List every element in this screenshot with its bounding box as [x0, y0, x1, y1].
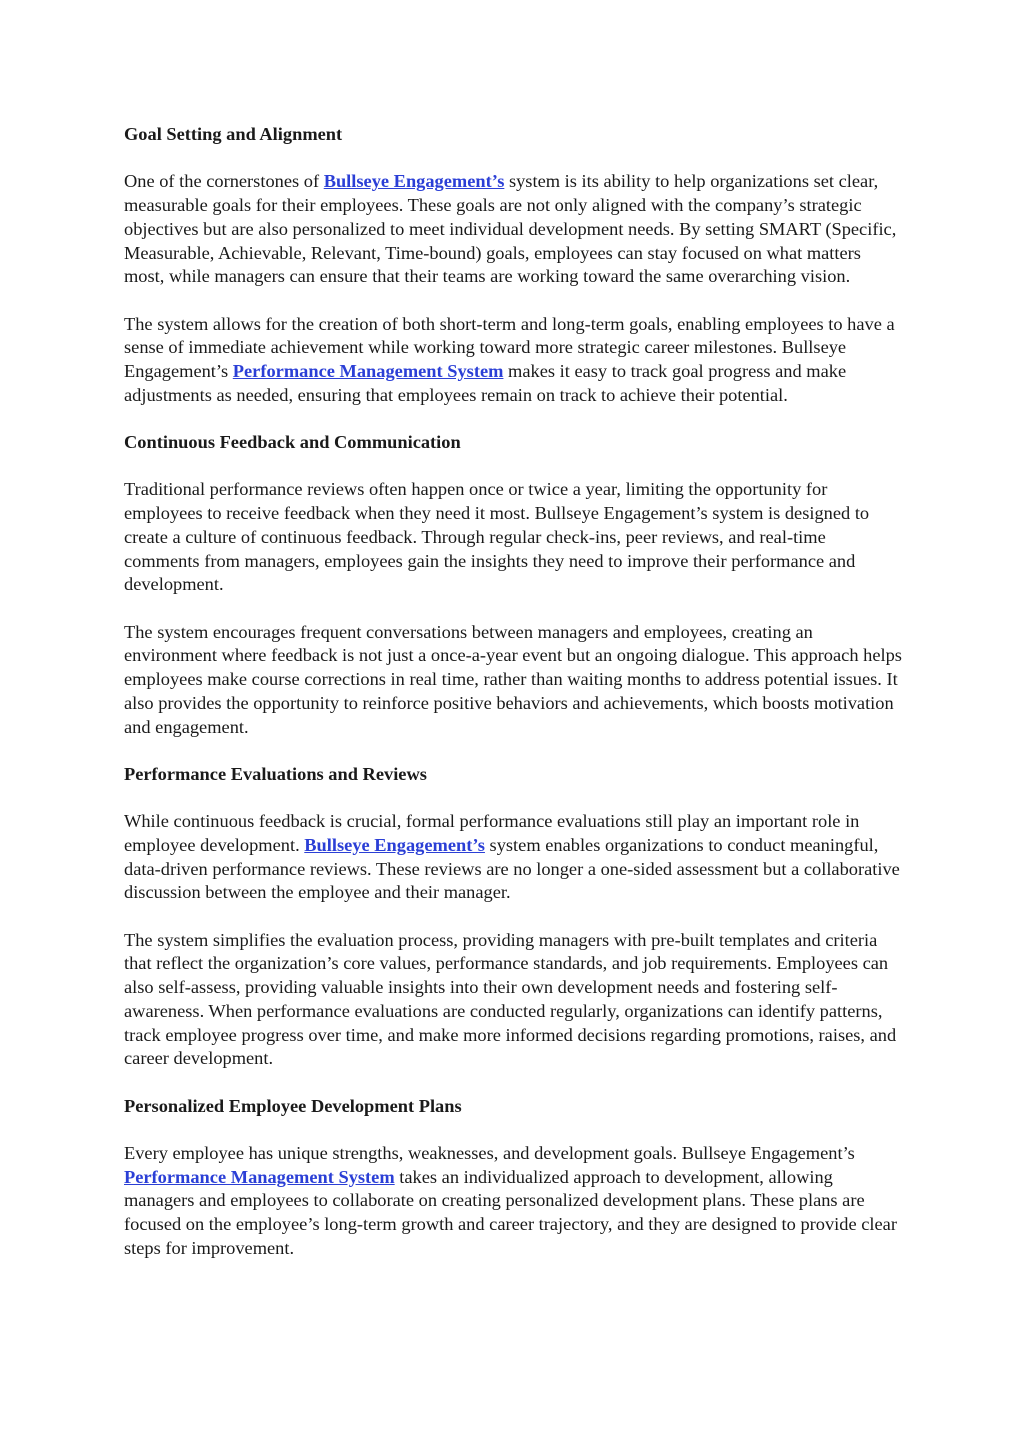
- bullseye-engagement-link[interactable]: Bullseye Engagement’s: [323, 171, 505, 192]
- section-heading-personalized-development: Personalized Employee Development Plans: [124, 1095, 462, 1116]
- section-heading-goal-setting: Goal Setting and Alignment: [124, 124, 343, 144]
- paragraph: [124, 170, 904, 289]
- paragraph: The system simplifies the evaluation process, providing managers with pre-built templates and criteria that reflect the organization’s core values, performance standards, and job requirements. Employees can also self-assess, providing valuable insights into their own development needs and fostering self-awareness. When performance evaluations are conducted regularly, organizations can identify patterns, track employee progress over time, and make more informed decisions regarding promotions, raises, and career development.: [124, 929, 897, 1069]
- paragraph: Traditional performance reviews often happen once or twice a year, limiting the opportunity for employees to receive feedback when they need it most. Bullseye Engagement’s system is designed to create a culture of continuous feedback. Through regular check-ins, peer reviews, and real-time comments from managers, employees gain the insights they need to improve their performance and development.: [124, 479, 870, 595]
- performance-management-system-link[interactable]: Performance Management System: [124, 1166, 395, 1187]
- section-heading-performance-evaluations: Performance Evaluations and Reviews: [124, 763, 427, 784]
- paragraph-text: takes an individualized approach to development, allowing managers and employees to collaborate on creating personalized development plans. These plans are focused on the employee’s long-term growth and career trajectory, and they are designed to provide clear steps for improvement.: [124, 1166, 897, 1258]
- paragraph: [124, 1142, 904, 1261]
- paragraph-text: Every employee has unique strengths, weaknesses, and development goals. Bullseye Engagement’s: [124, 1143, 855, 1164]
- paragraph-text: While continuous feedback is crucial, formal performance evaluations still play an important role in employee development.: [124, 811, 860, 855]
- paragraph-text: The system allows for the creation of both short-term and long-term goals, enabling employees to have a sense of immediate achievement while working toward more strategic career milestones. Bullseye Engagement’s: [124, 313, 895, 381]
- performance-management-system-link[interactable]: Performance Management System: [232, 361, 504, 381]
- document-body: [124, 123, 904, 1284]
- bullseye-engagement-link[interactable]: Bullseye Engagement’s: [304, 834, 485, 855]
- section-heading-continuous-feedback: Continuous Feedback and Communication: [124, 432, 461, 453]
- paragraph: [124, 810, 904, 905]
- paragraph-text: One of the cornerstones of: [124, 171, 324, 192]
- paragraph: The system encourages frequent conversations between managers and employees, creating an environment where feedback is not just a once-a-year event but an ongoing dialogue. This approach helps employees make course corrections in real time, rather than waiting months to address potential issues. It also provides the opportunity to reinforce positive behaviors and achievements, which boosts motivation and engagement.: [124, 621, 902, 737]
- paragraph: [124, 313, 904, 408]
- paragraph-text: makes it easy to track goal progress and make adjustments as needed, ensuring that employees remain on track to achieve their potential.: [124, 361, 847, 405]
- paragraph-text: system is its ability to help organizations set clear, measurable goals for their employees. These goals are not only aligned with the company’s strategic objectives but are also personalized to meet individual development needs. By setting SMART (Specific, Measurable, Achievable, Relevant, Time-bound) goals, employees can stay focused on what matters most, while managers can ensure that their teams are working toward the same overarching vision.: [124, 171, 897, 287]
- paragraph-text: system enables organizations to conduct meaningful, data-driven performance reviews. These reviews are no longer a one-sided assessment but a collaborative discussion between the employee and their manager.: [124, 834, 900, 903]
